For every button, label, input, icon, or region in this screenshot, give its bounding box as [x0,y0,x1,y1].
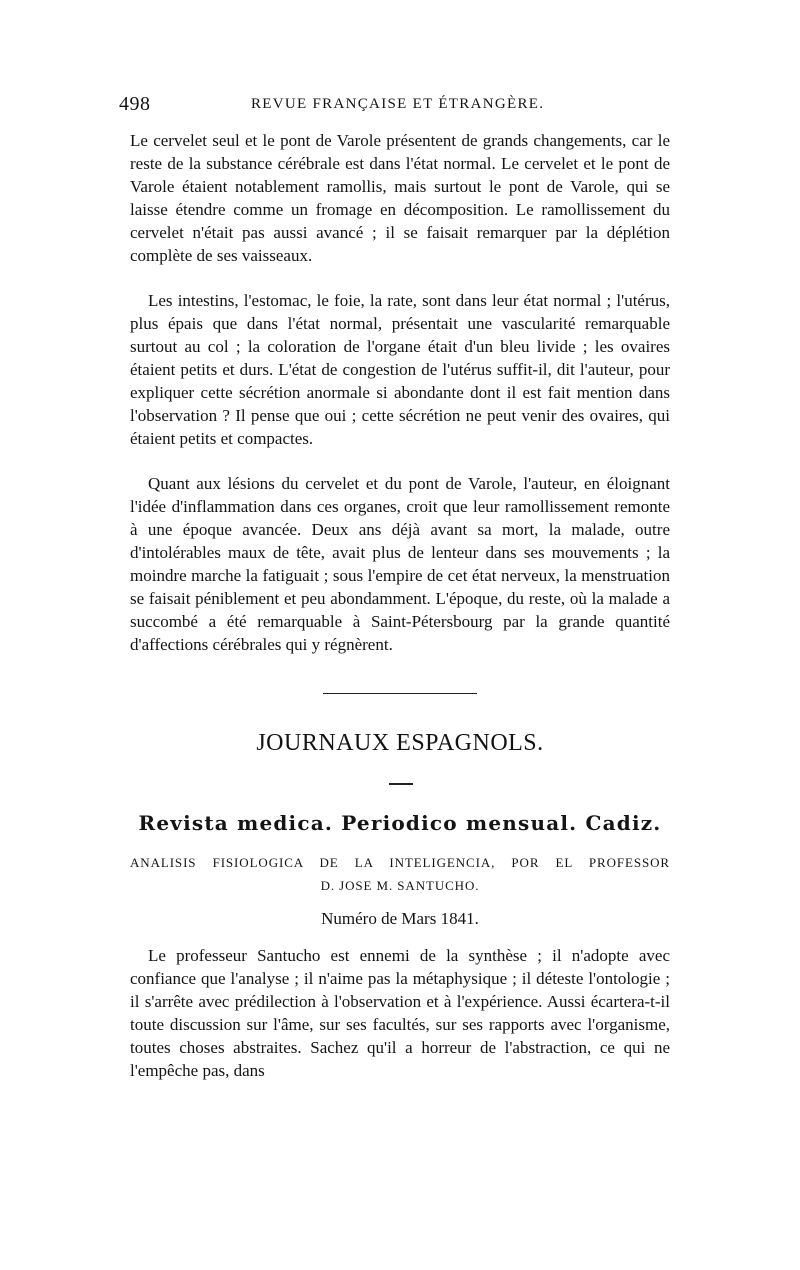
paragraph-closing [130,944,670,1082]
section-title: JOURNAUX ESPAGNOLS. [256,730,544,756]
article-author: D. JOSE M. SANTUCHO. [320,878,480,893]
paragraph-1-text: Le cervelet seul et le pont de Varole présentent de grands changements, car le reste de la substance cérébrale est dans l'état normal. Le cervelet et le pont de Varole étaient notablement ramollis, mais surtout le pont de Varole, qui se laisse étendre comme un fromage en décomposition. Le ramollissement du cervelet n'était pas aussi avancé ; il se faisait remarquer par la déplétion complète de ses vaisseaux. [130,131,670,265]
title-underline-rule [389,783,413,785]
paragraph-3 [130,472,670,656]
article-title: ANALISIS FISIOLOGICA DE LA INTELIGENCIA, POR EL PROFESSOR [130,855,670,870]
paragraph-3-text: Quant aux lésions du cervelet et du pont de Varole, l'auteur, en éloignant l'idée d'inflammation dans ces organes, croit que leur ramollissement remonte à une époque avancée. Deux ans déjà avant sa mort, la malade, outre d'intolérables maux de tête, avait plus de lenteur dans ses mouvements ; la moindre marche la fatiguait ; sous l'empire de cet état nerveux, la menstruation se faisait péniblement et peu abondamment. L'époque, du reste, où la malade a succombé a été remarquable à Saint-Pétersbourg par la grande quantité d'affections cérébrales qui y régnèrent. [130,474,670,654]
page-number: 498 [119,93,151,115]
section-divider-rule [323,693,477,694]
paragraph-2 [130,289,670,450]
paragraph-2-text: Les intestins, l'estomac, le foie, la rate, sont dans leur état normal ; l'utérus, plus épais que dans l'état normal, présentait une vascularité remarquable surtout au col ; la coloration de l'organe était d'un bleu livide ; les ovaires étaient petits et durs. L'état de congestion de l'utérus suffit-il, dit l'auteur, pour expliquer cette sécrétion anormale si abondante dont il est fait mention dans l'observation ? Il pense que oui ; cette sécrétion ne peut venir des ovaires, qui étaient petits et compactes. [130,291,670,448]
paragraph-1 [130,129,670,267]
closing-paragraph-text: Le professeur Santucho est ennemi de la synthèse ; il n'adopte avec confiance que l'analyse ; il n'aime pas la métaphysique ; il déteste l'ontologie ; il s'arrête avec prédilection à l'observation et à l'expérience. Aussi écartera-t-il toute discussion sur l'âme, sur ses facultés, sur ses rapports avec l'organisme, toutes choses abstraites. Sachez qu'il a horreur de l'abstraction, ce qui ne l'empêche pas, dans [130,946,670,1080]
issue-line: Numéro de Mars 1841. [321,909,479,928]
page-header [119,93,679,119]
running-title: REVUE FRANÇAISE ET ÉTRANGÈRE. [251,96,545,112]
journal-title: Revista medica. Periodico mensual. Cadiz. [138,811,662,835]
